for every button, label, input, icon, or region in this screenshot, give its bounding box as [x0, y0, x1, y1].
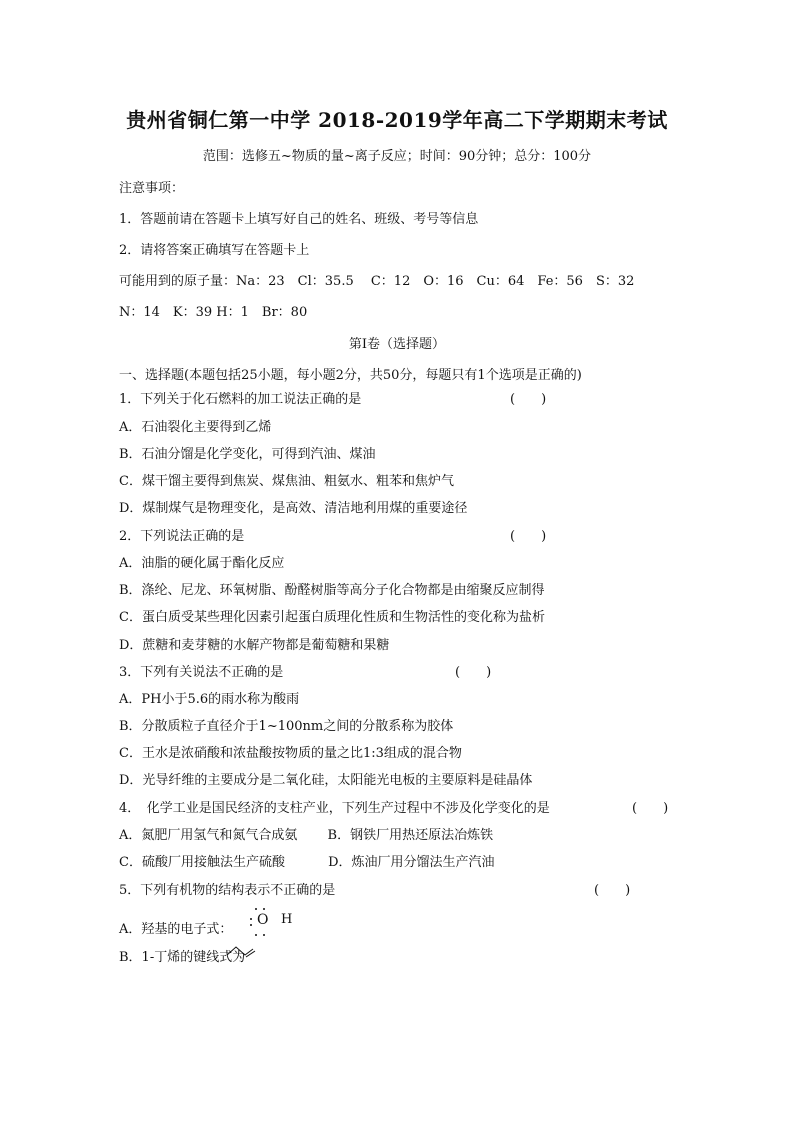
question-option: C．王水是浓硝酸和浓盐酸按物质的量之比1:3组成的混合物 [119, 746, 462, 761]
electron-dot [263, 934, 265, 936]
question-option: A．油脂的硬化属于酯化反应 [119, 556, 285, 571]
question-option: B．涤纶、尼龙、环氧树脂、酚醛树脂等高分子化合物都是由缩聚反应制得 [119, 583, 545, 598]
question-option: A．PH小于5.6的雨水称为酸雨 [119, 692, 300, 707]
section-instruction: 一、选择题(本题包括25小题，每小题2分，共50分，每题只有1个选项是正确的) [119, 368, 582, 383]
question-option: A．石油裂化主要得到乙烯 [119, 420, 272, 435]
electron-dot [263, 908, 265, 910]
question-option: A．氮肥厂用氢气和氮气合成氨 B．钢铁厂用热还原法冶炼铁 [119, 828, 494, 843]
exam-title: 贵州省铜仁第一中学 2018-2019学年高二下学期期末考试 [126, 108, 668, 132]
butene-skeletal-formula [226, 944, 260, 958]
section-title: 第Ⅰ卷（选择题） [348, 337, 446, 352]
question-option: A．羟基的电子式： [119, 922, 233, 937]
question-stem: 5．下列有机物的结构表示不正确的是 [119, 883, 336, 898]
question-option: D．光导纤维的主要成分是二氧化硅，太阳能光电板的主要原料是硅晶体 [119, 773, 533, 788]
question-option: B．石油分馏是化学变化，可得到汽油、煤油 [119, 447, 376, 462]
question-stem: 1．下列关于化石燃料的加工说法正确的是 [119, 392, 362, 407]
question-stem: 4． 化学工业是国民经济的支柱产业，下列生产过程中不涉及化学变化的是 [119, 801, 550, 816]
question-option: C．硫酸厂用接触法生产硫酸 D．炼油厂用分馏法生产汽油 [119, 855, 495, 870]
answer-blank: ( ) [455, 665, 492, 680]
question-option: B．分散质粒子直径介于1~100nm之间的分散系称为胶体 [119, 719, 454, 734]
question-stem: 3．下列有关说法不正确的是 [119, 665, 284, 680]
answer-blank: ( ) [510, 392, 547, 407]
electron-dot [250, 918, 252, 920]
electron-dot [250, 924, 252, 926]
question-stem: 2．下列说法正确的是 [119, 529, 245, 544]
question-option: B．1-丁烯的键线式为 [119, 950, 246, 965]
atomic-masses: 可能用到的原子量：Na：23 Cl：35.5 C：12 O：16 Cu：64 Fe：56 S：32 [119, 274, 635, 289]
question-option: C．蛋白质受某些理化因素引起蛋白质理化性质和生物活性的变化称为盐析 [119, 610, 545, 625]
question-option: D．煤制煤气是物理变化，是高效、清洁地利用煤的重要途径 [119, 501, 468, 516]
question-option: D．蔗糖和麦芽糖的水解产物都是葡萄糖和果糖 [119, 638, 390, 653]
hydrogen-symbol: H [281, 912, 293, 927]
oxygen-symbol: O [257, 912, 269, 928]
atomic-masses: N：14 K：39 H：1 Br：80 [119, 305, 308, 320]
exam-subtitle: 范围：选修五~物质的量~离子反应；时间：90分钟；总分：100分 [202, 149, 592, 164]
answer-blank: ( ) [510, 529, 547, 544]
note-item: 2．请将答案正确填写在答题卡上 [119, 243, 310, 258]
answer-blank: ( ) [594, 883, 631, 898]
notes-heading: 注意事项： [119, 181, 185, 196]
hydroxyl-lewis-structure [249, 907, 299, 935]
electron-dot [255, 908, 257, 910]
note-item: 1．答题前请在答题卡上填写好自己的姓名、班级、考号等信息 [119, 212, 479, 227]
answer-blank: ( ) [632, 801, 669, 816]
question-option: C．煤干馏主要得到焦炭、煤焦油、粗氨水、粗苯和焦炉气 [119, 474, 454, 489]
electron-dot [255, 934, 257, 936]
